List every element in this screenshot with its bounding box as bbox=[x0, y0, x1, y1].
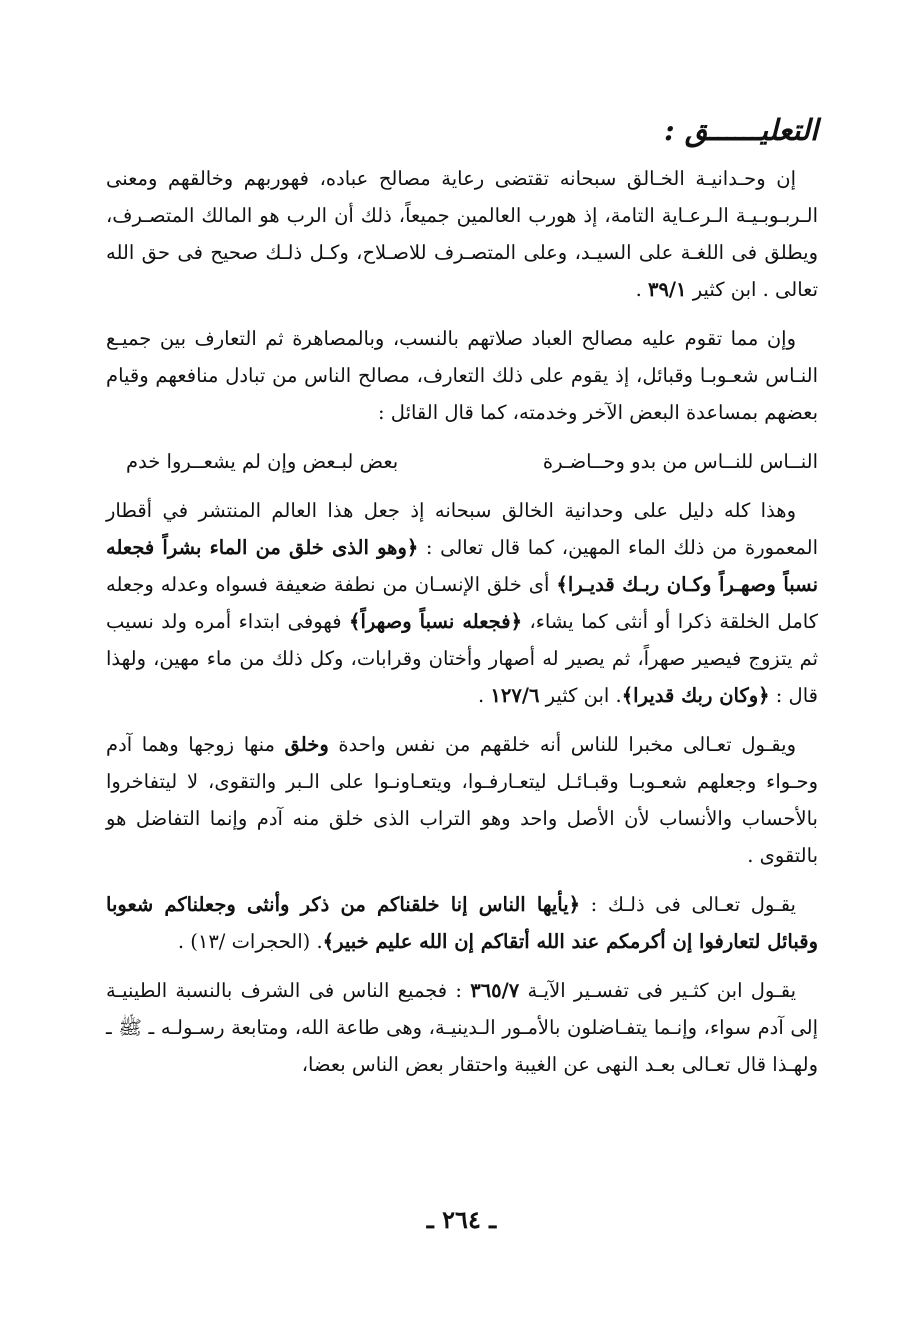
quran-quote: ﴿يأيها الناس إنا خلقناكم من ذكر وأنثى وجعلناكم شعوبا وقبائل لتعارفوا إن أكرمكم عند الله أتقاكم إن الله عليم خبير﴾ bbox=[106, 893, 818, 953]
paragraph-1 bbox=[106, 160, 818, 308]
bold-word: وخلق bbox=[284, 733, 329, 756]
paragraph-4 bbox=[106, 726, 818, 874]
quran-quote: ﴿وكان ربك قديرا﴾ bbox=[621, 684, 770, 707]
verse-first-hemistich: النــاس للنــاس من بدو وحــاضـرة bbox=[542, 450, 818, 473]
text-segment: . bbox=[635, 278, 648, 301]
citation-number: ١٢٧/٦ bbox=[490, 684, 540, 707]
section-heading: التعليــــــق : bbox=[664, 113, 818, 147]
paragraph-5 bbox=[106, 886, 818, 960]
text-segment: منها زوجها وهما آدم وحـواء وجعلهم شعـوبـا وقبـائـل ليتعـارفـوا، ويتعـاونـوا على الـبر والتقوى، لا ليتفاخروا بالأحساب والأنساب لأن الأصل واحد وهو التراب الذى خلق منه آدم وإنما التفاضل هو بالتقوى . bbox=[106, 733, 818, 867]
citation-number: ٣٦٥/٧ bbox=[470, 979, 520, 1002]
paragraph-6 bbox=[106, 972, 818, 1083]
text-segment: ويقـول تعـالى مخبرا للناس أنه خلقهم من نفس واحدة bbox=[328, 733, 796, 756]
text-segment: وإن مما تقوم عليه مصالح العباد صلاتهم بالنسب، وبالمصاهرة ثم التعارف بين جميـع النـاس شعـوبـا وقبائل، إذ يقوم على ذلك التعارف، مصالح الناس من تبادل منافعهم وقيام بعضهم بمساعدة البعض الآخر وخدمته، كما قال القائل : bbox=[106, 327, 818, 424]
text-segment: يقـول تعـالى فى ذلـك : bbox=[580, 893, 796, 916]
page-number: ـ ٢٦٤ ـ bbox=[426, 1205, 497, 1234]
quran-quote: ﴿فجعله نسباً وصهراً﴾ bbox=[349, 610, 522, 633]
text-segment: . bbox=[478, 684, 491, 707]
text-segment: . (الحجرات /١٣) . bbox=[177, 930, 323, 953]
verse-second-hemistich: بعض لبـعض وإن لم يشعــروا خدم bbox=[126, 450, 399, 473]
text-segment: يقـول ابن كثـير فى تفسـير الآيـة bbox=[519, 979, 796, 1002]
text-segment: أى خلق الإنسـان من نطفة ضعيفة فسواه وعدله وجعله كامل الخلقة ذكرا أو أنثى كما يشاء، bbox=[106, 573, 818, 633]
text-segment: وهذا كله دليل على وحدانية الخالق سبحانه إذ جعل هذا العالم المنتشر في أقطار المعمورة من ذلك الماء المهين، كما قال تعالى : bbox=[106, 499, 819, 559]
poetry-verse bbox=[106, 443, 818, 480]
text-segment: : فجميع الناس فى الشرف بالنسبة الطينيـة إلى آدم سواء، وإنـما يتفـاضلون بالأمـور الـدينيـة، وهى طاعة الله، ومتابعة رسـولـه ـ ﷺ ـ ولهـذا قال تعـالى بعـد النهى عن الغيبة واحتقار بعض الناس بعضا، bbox=[106, 979, 818, 1076]
paragraph-2 bbox=[106, 320, 818, 431]
page-body bbox=[106, 108, 818, 1095]
quran-quote: ﴿وهو الذى خلق من الماء بشراً فجعله نسباً وصهـراً وكـان ربـك قديـرا﴾ bbox=[106, 536, 818, 596]
paragraph-3 bbox=[106, 492, 818, 714]
text-segment: فهوفى ابتداء أمره ولد نسيب ثم يتزوج فيصير صهراً، ثم يصير له أصهار وأختان وقرابات، وكل ذلك من ماء مهين، ولهذا قال : bbox=[106, 610, 818, 707]
text-segment: إن وحـدانيـة الخـالق سبحانه تقتضى رعاية مصالح عباده، فهوربهم وخالقهم ومعنى الـربـوبـيـة الـرعـاية التامة، إذ هورب العالمين جميعاً، ذلك أن الرب هو المالك المتصـرف، ويطلق فى اللغـة على السيـد، وعلى المتصـرف للاصـلاح، وكـل ذلـك صحيح فى حق الله تعالى . ابن كثير bbox=[106, 167, 818, 301]
text-segment: . ابن كثير bbox=[539, 684, 622, 707]
citation-number: ٣٩/١ bbox=[647, 278, 687, 301]
